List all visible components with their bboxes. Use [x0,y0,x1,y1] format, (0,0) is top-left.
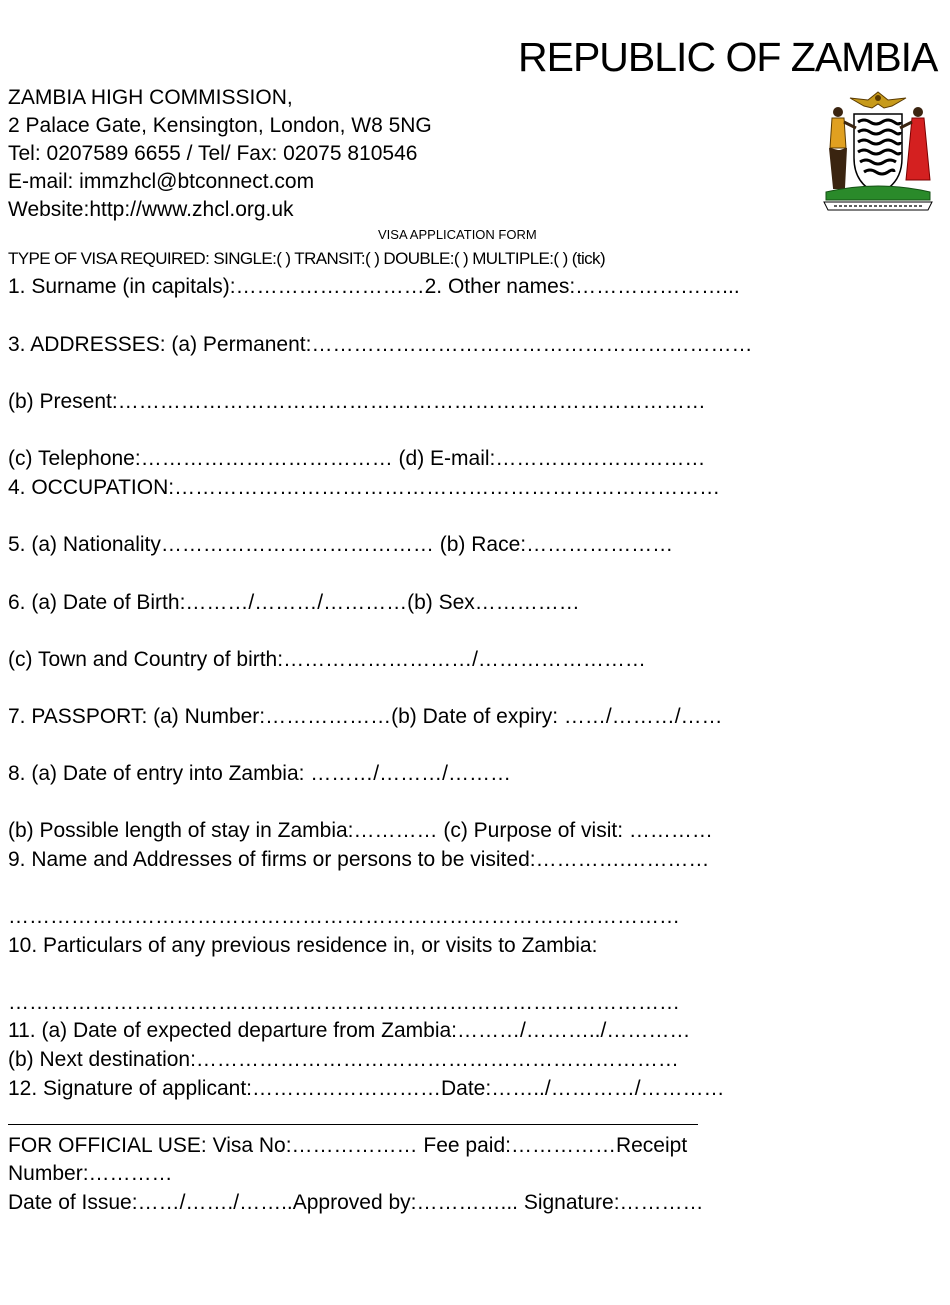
field-entry-date: 8. (a) Date of entry into Zambia: ………/………/……… [8,762,511,785]
field-previous-visits-continued: …………………………………………………………………………………… [8,991,680,1014]
field-present-address: (b) Present:………………………………………………………………………… [8,390,706,413]
field-birthplace: (c) Town and Country of birth:………………………/…………………… [8,648,646,671]
commission-phone: Tel: 0207589 6655 / Tel/ Fax: 02075 810546 [8,142,418,165]
field-persons-visited: 9. Name and Addresses of firms or persons to be visited:………….………… [8,848,710,871]
field-occupation: 4. OCCUPATION:…………………………………………………………………… [8,476,721,499]
official-use-divider [8,1124,698,1125]
visa-type-line: TYPE OF VISA REQUIRED: SINGLE:( ) TRANSIT:( ) DOUBLE:( ) MULTIPLE:( ) (tick) [8,249,606,268]
commission-website: Website:http://www.zhcl.org.uk [8,198,294,221]
zambia-coat-of-arms-icon [820,88,936,214]
field-nationality-race: 5. (a) Nationality………………………………… (b) Race:………………… [8,533,674,556]
country-title: REPUBLIC OF ZAMBIA [518,34,938,80]
commission-email: E-mail: immzhcl@btconnect.com [8,170,315,193]
official-use-line-2: Number:………… [8,1162,173,1185]
commission-address: 2 Palace Gate, Kensington, London, W8 5NG [8,114,432,137]
field-stay-purpose: (b) Possible length of stay in Zambia:………… (c) Purpose of visit: ………… [8,819,713,842]
field-next-destination: (b) Next destination:…………………………………………………………… [8,1048,679,1071]
official-use-line-3: Date of Issue:……/……./……..Approved by:…………... Signature:………… [8,1191,704,1214]
field-previous-visits: 10. Particulars of any previous residence in, or visits to Zambia: [8,934,598,957]
form-title: VISA APPLICATION FORM [378,227,537,242]
field-persons-visited-continued: …………………………………………………………………………………… [8,905,680,928]
field-surname-other-names: 1. Surname (in capitals):………………………2. Other names:…………………... [8,275,740,298]
field-departure-date: 11. (a) Date of expected departure from Zambia:………/………../………… [8,1019,691,1042]
field-permanent-address: 3. ADDRESSES: (a) Permanent:……………………………………………………… [8,333,753,356]
field-birthdate-sex: 6. (a) Date of Birth:………/………/…………(b) Sex…………… [8,591,580,614]
commission-name: ZAMBIA HIGH COMMISSION, [8,86,293,109]
field-signature-date: 12. Signature of applicant:………………………Date:……../…………/………… [8,1077,725,1100]
field-telephone-email: (c) Telephone:……………………………… (d) E-mail:………………………… [8,447,706,470]
field-passport: 7. PASSPORT: (a) Number:………………(b) Date of expiry: ……/………/…… [8,705,723,728]
official-use-line-1: FOR OFFICIAL USE: Visa No:……………… Fee paid:……………Receipt [8,1134,688,1157]
